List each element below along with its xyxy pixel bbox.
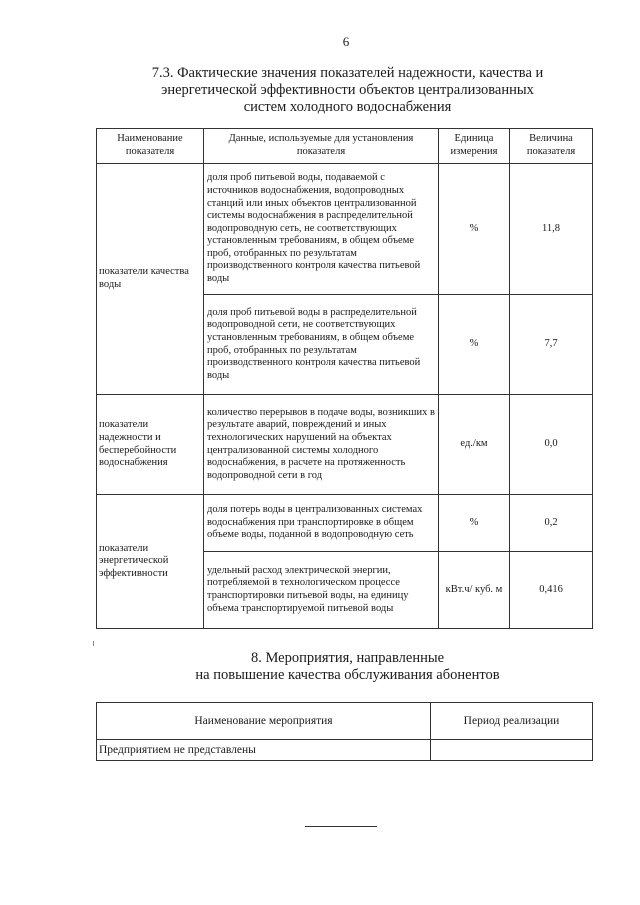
indicator-value: 0,416 <box>510 552 593 629</box>
table-row <box>97 395 593 495</box>
indicator-unit: % <box>439 295 510 395</box>
header-implementation-period: Период реализации <box>431 703 593 740</box>
indicator-value: 11,8 <box>510 164 593 295</box>
indicator-unit: % <box>439 495 510 552</box>
table-row <box>97 495 593 552</box>
section-7-3-title-line-2: энергетической эффективности объектов централизованных <box>161 82 534 98</box>
section-7-3-title-line-3: систем холодного водоснабжения <box>243 99 452 115</box>
end-divider <box>305 826 377 827</box>
header-unit: Единица измерения <box>439 129 510 164</box>
indicators-table <box>96 128 593 629</box>
indicator-description: удельный расход электрической энергии, потребляемой в технологическом процессе транспортировки питьевой воды, на единицу объема транспортируемой питьевой воды <box>204 552 439 629</box>
measures-table <box>96 702 593 761</box>
indicator-description: доля проб питьевой воды в распределительной водопроводной сети, не соответствующих установленным требованиям, в общем объеме проб, отобранных по результатам производственного контроля качества питьевой воды <box>204 295 439 395</box>
section-8-title-line-1: 8. Мероприятия, направленные <box>250 650 445 666</box>
measure-name: Предприятием не представлены <box>97 740 431 761</box>
page-number: 6 <box>342 34 350 49</box>
margin-mark <box>93 641 94 646</box>
indicator-value: 0,0 <box>510 395 593 495</box>
header-measure-name: Наименование мероприятия <box>97 703 431 740</box>
indicator-value: 0,2 <box>510 495 593 552</box>
measures-header-row <box>97 703 593 740</box>
group-reliability: показатели надежности и бесперебойности водоснабжения <box>97 395 204 495</box>
section-7-3-title-line-1: 7.3. Фактические значения показателей надежности, качества и <box>151 65 544 81</box>
measure-period <box>431 740 593 761</box>
header-indicator-name: Наименование показателя <box>97 129 204 164</box>
indicator-description: доля потерь воды в централизованных системах водоснабжения при транспортировке в общем объеме воды, поданной в водопроводную сеть <box>204 495 439 552</box>
header-value: Величина показателя <box>510 129 593 164</box>
indicator-unit: % <box>439 164 510 295</box>
indicator-unit: ед./км <box>439 395 510 495</box>
section-7-3-heading <box>100 65 595 116</box>
indicator-description: количество перерывов в подаче воды, возникших в результате аварий, повреждений и иных технологических нарушений на объектах централизованной системы холодного водоснабжения, в расчете на протяженность водопроводной сети в год <box>204 395 439 495</box>
table-row <box>97 740 593 761</box>
section-8-heading <box>100 650 595 684</box>
group-water-quality: показатели качества воды <box>97 164 204 395</box>
table-row <box>97 164 593 295</box>
indicator-value: 7,7 <box>510 295 593 395</box>
indicator-description: доля проб питьевой воды, подаваемой с источников водоснабжения, водопроводных станций или иных объектов централизованной системы водоснабжения в распределительной водопроводную сеть, не соответствующих установленным требованиям, в общем объеме проб, отобранных по результатам производственного контроля качества питьевой воды <box>204 164 439 295</box>
section-8-title-line-2: на повышение качества обслуживания абонентов <box>195 667 500 683</box>
group-energy-efficiency: показатели энергетической эффективности <box>97 495 204 629</box>
indicators-header-row <box>97 129 593 164</box>
header-indicator-data: Данные, используемые для установления показателя <box>204 129 439 164</box>
indicator-unit: кВт.ч/ куб. м <box>439 552 510 629</box>
